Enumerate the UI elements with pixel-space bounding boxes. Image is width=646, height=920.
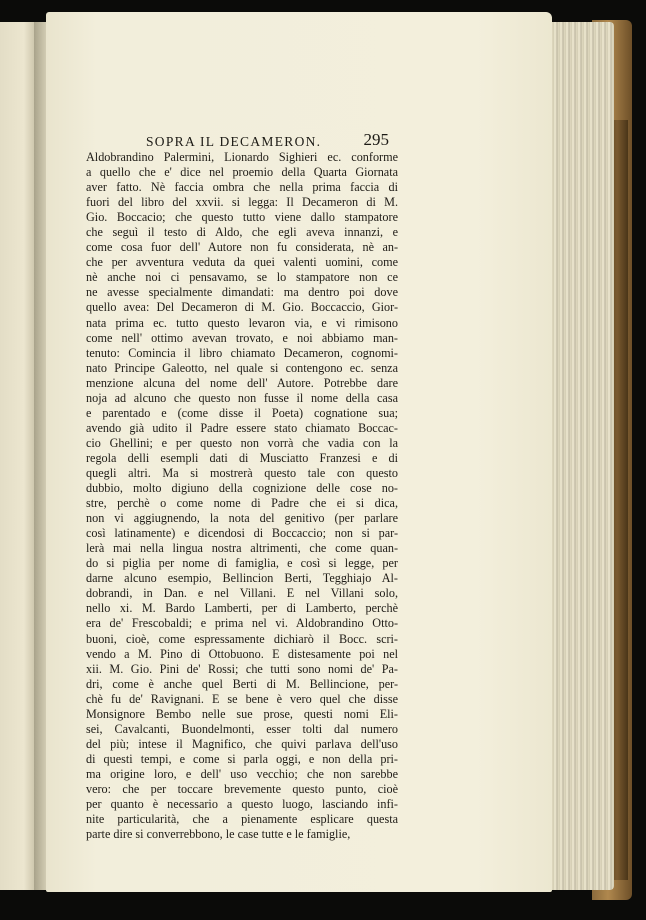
page-stack-edge	[548, 22, 614, 890]
text-line: nello xi. M. Bardo Lamberti, per di Lamberto, perchè	[86, 601, 398, 616]
text-line: chè fu de' Ravignani. E se bene è vero quel che disse	[86, 691, 398, 706]
text-line: come nell' ottimo avevan trovato, e noi abbiamo man-	[86, 330, 398, 345]
text-line: ma origine loro, e dell' uso vecchio; che non sarebbe	[86, 766, 398, 781]
facing-page-edge	[0, 22, 34, 890]
text-line: menzione alcuna del nome dell' Autore. Potrebbe dare	[86, 375, 398, 390]
text-line: stre, perchè o come nome di Padre che ei si dica,	[86, 496, 398, 511]
text-line: era de' Frescobaldi; e prima nel vi. Aldobrandino Otto-	[86, 616, 398, 631]
text-line: per quanto è necessario a questo luogo, lasciando infi-	[86, 797, 398, 812]
text-line: xii. M. Gio. Pini de' Rossi; che tutti sono nomi de' Pa-	[86, 661, 398, 676]
text-line: do si piglia per nome di famiglia, e così si legge, per	[86, 556, 398, 571]
text-line: buoni, cioè, come espressamente dichiarò il Bocc. scri-	[86, 631, 398, 646]
text-line: aver fatto. Nè faccia ombra che nella prima faccia di	[86, 180, 398, 195]
running-title: SOPRA IL DECAMERON.	[146, 134, 322, 149]
text-line: non vi aggiugnendo, la nota del genitivo (per parlare	[86, 511, 398, 526]
text-line: nata prima ec. tutto questo levaron via, e vi rimisono	[86, 315, 398, 330]
text-line: ne avesse specialmente dimandati: ma dentro poi dove	[86, 285, 398, 300]
text-line: che seguì il testo di Aldo, che egli aveva innanzi, e	[86, 225, 398, 240]
text-line: di questi tempi, e come si parla oggi, e non della pri-	[86, 751, 398, 766]
text-line: dubbio, molto digiuno della cognizione delle cose no-	[86, 481, 398, 496]
text-line: Gio. Boccacio; che questo tutto viene dallo stampatore	[86, 210, 398, 225]
text-line: e parentado e (come disse il Poeta) cognatione sua;	[86, 405, 398, 420]
body-text	[86, 150, 398, 842]
text-line: nè anche noi ci pensavamo, se lo stampatore non ce	[86, 270, 398, 285]
text-line: dobrandi, in Dan. e nel Villani. E nel Villani solo,	[86, 586, 398, 601]
text-line: Aldobrandino Palermini, Lionardo Sighieri ec. conforme	[86, 150, 398, 164]
text-line: regola delli esempli dati di Musciatto Franzesi e di	[86, 450, 398, 465]
text-line: che per avventura veduta da quei valenti uomini, come	[86, 255, 398, 270]
page-number: 295	[363, 130, 389, 149]
text-line: nite particularità, che a pienamente esplicare questa	[86, 812, 398, 827]
text-line: dri, come è anche quel Berti di M. Bellincione, per-	[86, 676, 398, 691]
text-line: quegli altri. Ma si mostrerà questo tale con questo	[86, 465, 398, 480]
text-line: cio Ghellini; e per questo non vorrà che vadia con la	[86, 435, 398, 450]
text-line: parte dire si converrebbono, le case tutte e le famiglie,	[86, 827, 351, 842]
text-line: quello avea: Del Decameron di M. Gio. Boccaccio, Gior-	[86, 300, 398, 315]
page-header	[140, 130, 395, 150]
text-line: vero: che per toccare brevemente questo punto, cioè	[86, 781, 398, 796]
text-line: sei, Cavalcanti, Buondelmonti, esser tolti dal numero	[86, 721, 398, 736]
text-line: fuori del libro del xxvii. si legga: Il Decameron di M.	[86, 195, 398, 210]
text-line: tenuto: Comincia il libro chiamato Decameron, cognomi-	[86, 345, 398, 360]
text-line: lerà mai nella lingua nostra altrimenti, che come quan-	[86, 541, 398, 556]
text-line: darne alcuno esempio, Bellincion Berti, Tegghiajo Al-	[86, 571, 398, 586]
text-line: così latinamente) e dicendosi di Boccaccio; non si par-	[86, 526, 398, 541]
text-line: noja ad alcuno che questo non fusse il nome della casa	[86, 390, 398, 405]
text-line: come cosa fuor dell' Autore non fu considerata, nè an-	[86, 240, 398, 255]
text-line: del più; intese il Magnifico, che quivi parlava dell'uso	[86, 736, 398, 751]
text-line: a quello che e' dice nel proemio della Quarta Giornata	[86, 165, 398, 180]
text-line: avendo già udito il Padre essere stato chiamato Boccac-	[86, 420, 398, 435]
text-line: nato Principe Galeotto, nel quale si contengono ec. senza	[86, 360, 398, 375]
text-line: vendo a M. Pino di Ottobuono. E distesamente poi nel	[86, 646, 398, 661]
text-line: Monsignore Bembo nelle sue prose, questi nomi Eli-	[86, 706, 398, 721]
